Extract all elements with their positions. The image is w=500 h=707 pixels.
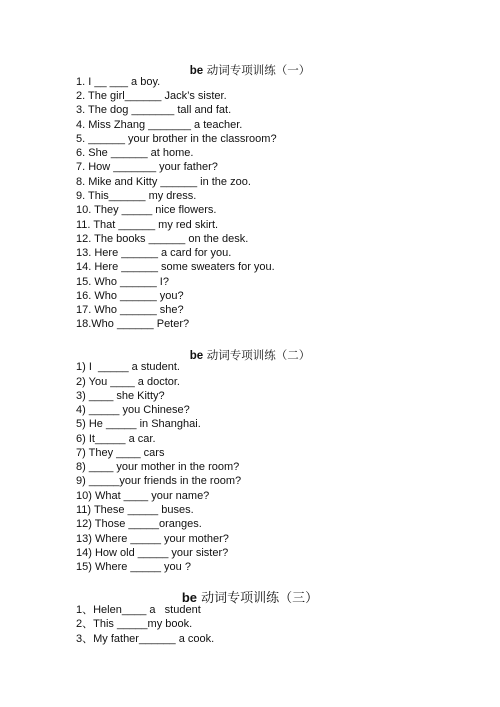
exercise-line: 10. They _____ nice flowers.	[76, 204, 217, 216]
exercise-line: 13) Where _____ your mother?	[76, 533, 229, 545]
exercise-line: 7. How _______ your father?	[76, 161, 218, 173]
exercise-line: 5) He _____ in Shanghai.	[76, 418, 201, 430]
exercise-line: 3) ____ she Kitty?	[76, 390, 165, 402]
exercise-line: 9) _____your friends in the room?	[76, 475, 242, 487]
exercise-line: 17. Who ______ she?	[76, 304, 184, 316]
exercise-line: 15. Who ______ I?	[76, 276, 169, 288]
exercise-line: 5. ______ your brother in the classroom?	[76, 133, 277, 145]
exercise-line: 14. Here ______ some sweaters for you.	[76, 261, 275, 273]
exercise-line: 6) It_____ a car.	[76, 433, 156, 445]
exercise-line: 3. The dog _______ tall and fat.	[76, 104, 232, 116]
exercise-line: 12) Those _____oranges.	[76, 518, 202, 530]
exercise-line: 1、Helen____ a student	[76, 604, 201, 616]
section-title-3: be 动词专项训练（三）	[181, 590, 319, 606]
exercise-line: 7) They ____ cars	[76, 447, 165, 459]
exercise-line: 2. The girl______ Jack’s sister.	[76, 90, 227, 102]
exercise-line: 18.Who ______ Peter?	[76, 318, 190, 330]
exercise-line: 12. The books ______ on the desk.	[76, 233, 249, 245]
exercise-line: 1) I _____ a student.	[76, 361, 180, 373]
exercise-line: 10) What ____ your name?	[76, 490, 210, 502]
exercise-line: 2) You ____ a doctor.	[76, 376, 180, 388]
exercise-line: 8) ____ your mother in the room?	[76, 461, 240, 473]
exercise-line: 11. That ______ my red skirt.	[76, 219, 219, 231]
exercise-line: 4. Miss Zhang _______ a teacher.	[76, 119, 243, 131]
exercise-line: 14) How old _____ your sister?	[76, 547, 229, 559]
exercise-line: 11) These _____ buses.	[76, 504, 194, 516]
exercise-line: 15) Where _____ you ?	[76, 561, 191, 573]
exercise-line: 3、My father______ a cook.	[76, 633, 215, 645]
section-title-2: be 动词专项训练（二）	[189, 348, 311, 362]
exercise-line: 6. She ______ at home.	[76, 147, 194, 159]
section-title-1: be 动词专项训练（一）	[189, 63, 311, 77]
exercise-line: 4) _____ you Chinese?	[76, 404, 190, 416]
exercise-line: 13. Here ______ a card for you.	[76, 247, 232, 259]
exercise-line: 8. Mike and Kitty ______ in the zoo.	[76, 176, 251, 188]
exercise-line: 16. Who ______ you?	[76, 290, 184, 302]
exercise-line: 2、This _____my book.	[76, 618, 193, 630]
exercise-line: 1. I __ ___ a boy.	[76, 76, 161, 88]
exercise-line: 9. This______ my dress.	[76, 190, 197, 202]
